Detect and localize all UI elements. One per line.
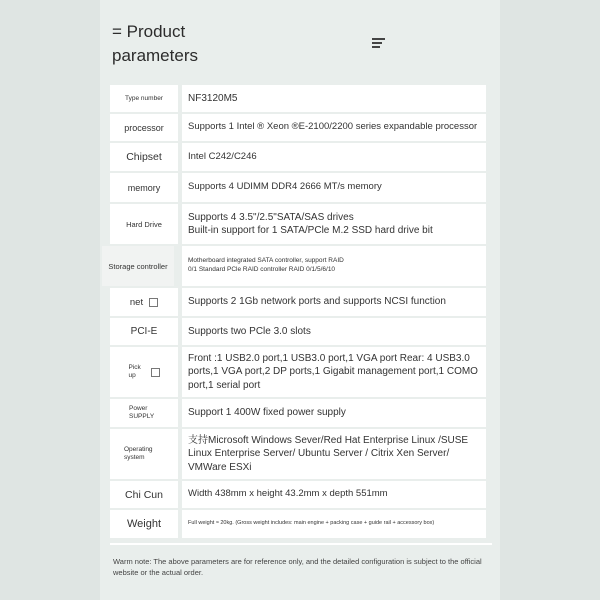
row-label: Operating system bbox=[110, 429, 178, 479]
row-label: Chipset bbox=[110, 143, 178, 171]
table-row bbox=[110, 429, 492, 479]
row-label: Hard Drive bbox=[110, 204, 178, 244]
row-label: PCI-E bbox=[110, 318, 178, 345]
table-row bbox=[110, 173, 492, 202]
table-row bbox=[110, 399, 492, 427]
row-label: Pick up bbox=[110, 347, 178, 397]
table-row bbox=[110, 318, 492, 345]
row-value: Supports two PCle 3.0 slots bbox=[182, 318, 486, 345]
row-value: Front :1 USB2.0 port,1 USB3.0 port,1 VGA port Rear: 4 USB3.0 ports,1 VGA port,2 DP ports,1 Gigabit management port,1 COMO port,1 serial port bbox=[182, 347, 486, 397]
row-value: Supports 2 1Gb network ports and supports NCSI function bbox=[182, 288, 486, 316]
row-value bbox=[182, 204, 486, 244]
row-value: Supports 1 Intel ® Xeon ®E-2100/2200 series expandable processor bbox=[182, 114, 486, 141]
table-row bbox=[110, 288, 492, 316]
table-row bbox=[110, 246, 492, 286]
row-label: Power SUPPLY bbox=[110, 399, 178, 427]
row-label: Weight bbox=[110, 510, 178, 538]
row-label: Type number bbox=[110, 85, 178, 112]
value-line: Supports 4 3.5"/2.5"SATA/SAS drives bbox=[188, 211, 354, 223]
row-label: Chi Cun bbox=[110, 481, 178, 508]
table-row bbox=[110, 510, 492, 538]
value-line: 0/1 Standard PCle RAID controller RAID 0/1/5/6/10 bbox=[188, 266, 336, 273]
row-value: Support 1 400W fixed power supply bbox=[182, 399, 486, 427]
row-value: Full weight ≈ 20kg. (Gross weight includes: main engine + packing case + guide rail + accessory box) bbox=[182, 510, 486, 538]
checkbox-icon bbox=[151, 368, 160, 377]
checkbox-icon bbox=[149, 298, 158, 307]
title-line-1: = Product bbox=[112, 22, 186, 41]
table-row bbox=[110, 347, 492, 397]
row-label: Storage controller bbox=[102, 246, 174, 286]
row-label: processor bbox=[110, 114, 178, 141]
table-row bbox=[110, 114, 492, 141]
page-title bbox=[112, 20, 242, 68]
menu-icon[interactable] bbox=[372, 38, 385, 49]
table-row bbox=[110, 204, 492, 244]
row-value: 支持Microsoft Windows Sever/Red Hat Enterprise Linux /SUSE Linux Enterprise Server/ Ubuntu Server / Citrix Xen Server/ VMWare ESXi bbox=[182, 429, 486, 479]
table-bottom-divider bbox=[110, 543, 492, 545]
value-line: Motherboard integrated SATA controller, support RAID bbox=[188, 257, 344, 265]
row-value bbox=[182, 246, 486, 286]
table-row bbox=[110, 143, 492, 171]
row-value: NF3120M5 bbox=[182, 85, 486, 112]
value-line: Built-in support for 1 SATA/PCle M.2 SSD hard drive bit bbox=[188, 225, 433, 236]
row-label: net bbox=[110, 288, 178, 316]
row-value: Supports 4 UDIMM DDR4 2666 MT/s memory bbox=[182, 173, 486, 202]
row-value: Width 438mm x height 43.2mm x depth 551mm bbox=[182, 481, 486, 508]
row-label: memory bbox=[110, 173, 178, 202]
title-line-2: parameters bbox=[112, 46, 198, 65]
table-row bbox=[110, 481, 492, 508]
warm-note: Warm note: The above parameters are for reference only, and the detailed configuration is subject to the official website or the actual order. bbox=[113, 557, 482, 577]
row-value: Intel C242/C246 bbox=[182, 143, 486, 171]
table-row bbox=[110, 85, 492, 112]
